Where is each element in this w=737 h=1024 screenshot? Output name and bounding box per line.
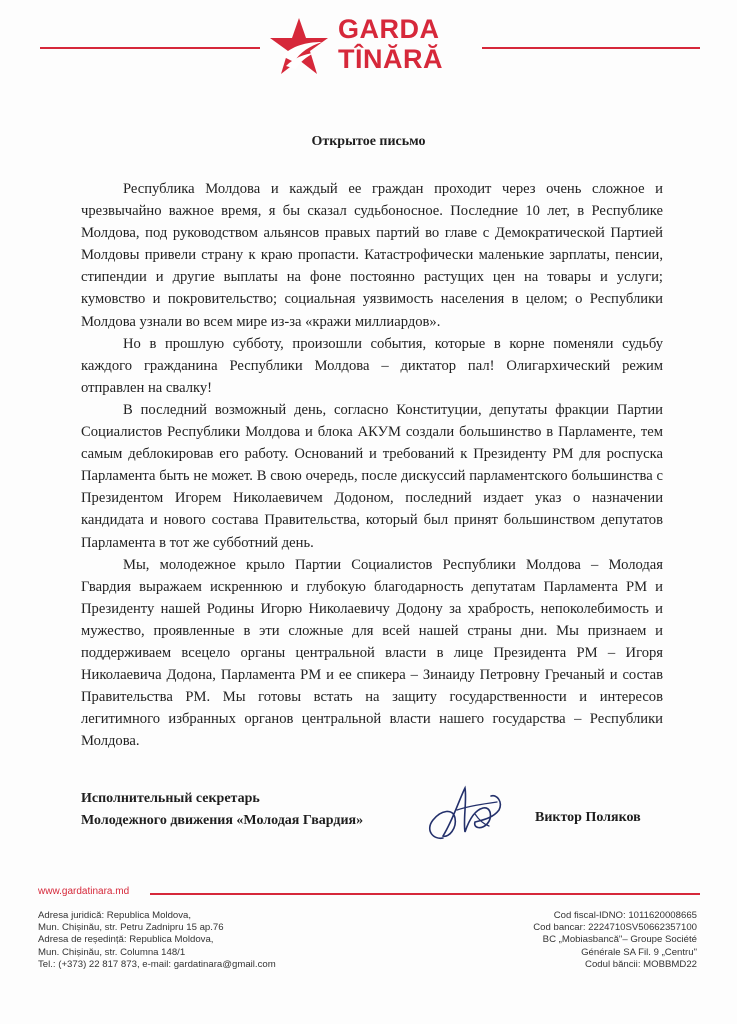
- footer-right-line: BC „Mobiasbancă"– Groupe Société: [542, 934, 697, 946]
- header-divider-right: [482, 47, 700, 49]
- logo-wordmark: [338, 14, 443, 74]
- signature-block: [81, 788, 681, 848]
- footer-right-line: Cod fiscal-IDNO: 1011620008665: [553, 910, 697, 921]
- handwritten-signature: [413, 780, 533, 850]
- header-divider-left: [40, 47, 260, 49]
- footer-right-line: Codul băncii: MOBBMD22: [585, 958, 697, 970]
- garda-tinara-logo: [268, 14, 468, 94]
- footer-address: [38, 910, 276, 971]
- logo-line-1: GARDA: [338, 14, 440, 44]
- footer-left-line: Adresa juridică: Republica Moldova,: [38, 910, 192, 921]
- footer-left-line: Adresa de reședință: Republica Moldova,: [38, 934, 214, 946]
- paragraph: Республика Молдова и каждый ее граждан проходит через очень сложное и чрезвычайно важное время, я бы сказал судьбоносное. Последние 10 лет, в Республике Молдова, под руководством альянсов правых партий во главе с Демократической Партией Молдовы привели страну к краю пропасти. Катастрофически маленькие зарплаты, пенсии, стипендии и другие выплаты на фоне постоянно растущих цен на товары и услуги; кумовство и покровительство; социальная уязвимость населения в целом; о Республики Молдова узнали во всем мире из-за «кражи миллиардов».: [81, 181, 663, 330]
- paragraph: В последний возможный день, согласно Конституции, депутаты фракции Партии Социалистов Республики Молдова и блока АКУМ создали большинство в Парламенте, тем самым деблокировав его работу. Оснований и требований к Президенту РМ для роспуска Парламента быть не может. В свою очередь, после дискуссий парламентского большинства с Президентом Игорем Николаевичем Додоном, последний издает указ о назначении кандидата и нового состава Правительства, который был принят большинством депутатов Парламента в тот же субботний день.: [81, 401, 663, 551]
- footer-left-line: Tel.: (+373) 22 817 873, e-mail: gardatinara@gmail.com: [38, 958, 276, 970]
- letter-body: [81, 178, 663, 752]
- signatory-name: Виктор Поляков: [535, 810, 641, 825]
- footer-right-line: Générale SA Fil. 9 „Centru": [581, 946, 697, 958]
- letter-title: Открытое письмо: [311, 134, 426, 149]
- footer-right-line: Cod bancar: 2224710SV50662357100: [533, 922, 697, 934]
- logo-line-2: TÎNĂRĂ: [338, 44, 443, 74]
- footer-bank-details: [533, 910, 697, 971]
- signatory-title-line-2: Молодежного движения «Молодая Гвардия»: [81, 813, 364, 828]
- footer-website: www.gardatinara.md: [38, 886, 130, 897]
- signatory-title: [81, 788, 363, 832]
- footer-left-line: Mun. Chișinău, str. Petru Zadnipru 15 ap.76: [38, 922, 224, 934]
- paragraph: Но в прошлую субботу, произошли события, которые в корне поменяли судьбу каждого гражданина Республики Молдова – диктатор пал! Олигархический режим отправлен на свалку!: [81, 335, 663, 396]
- footer-divider: [150, 893, 700, 895]
- footer-left-line: Mun. Chișinău, str. Columna 148/1: [38, 946, 186, 958]
- paragraph: Мы, молодежное крыло Партии Социалистов Республики Молдова – Молодая Гвардия выражаем искреннюю и глубокую благодарность депутатам Парламента РМ и Президенту нашей Родины Игорю Николаевичу Додону за храбрость, непоколебимость и мужество, проявленные в эти сложные для всей нашей страны дни. Мы признаем и поддерживаем всецело органы центральной власти в лице Президента РМ – Игоря Николаевича Додона, Парламента РМ и ее спикера – Зинаиду Петровну Гречаный и состав Правительства РМ. Мы готовы встать на защиту государственности и интересов легитимного избранных органов центральной власти нашего государства – Республики Молдова.: [81, 556, 663, 750]
- signatory-title-line-1: Исполнительный секретарь: [81, 791, 260, 806]
- star-logo-icon: [268, 16, 330, 80]
